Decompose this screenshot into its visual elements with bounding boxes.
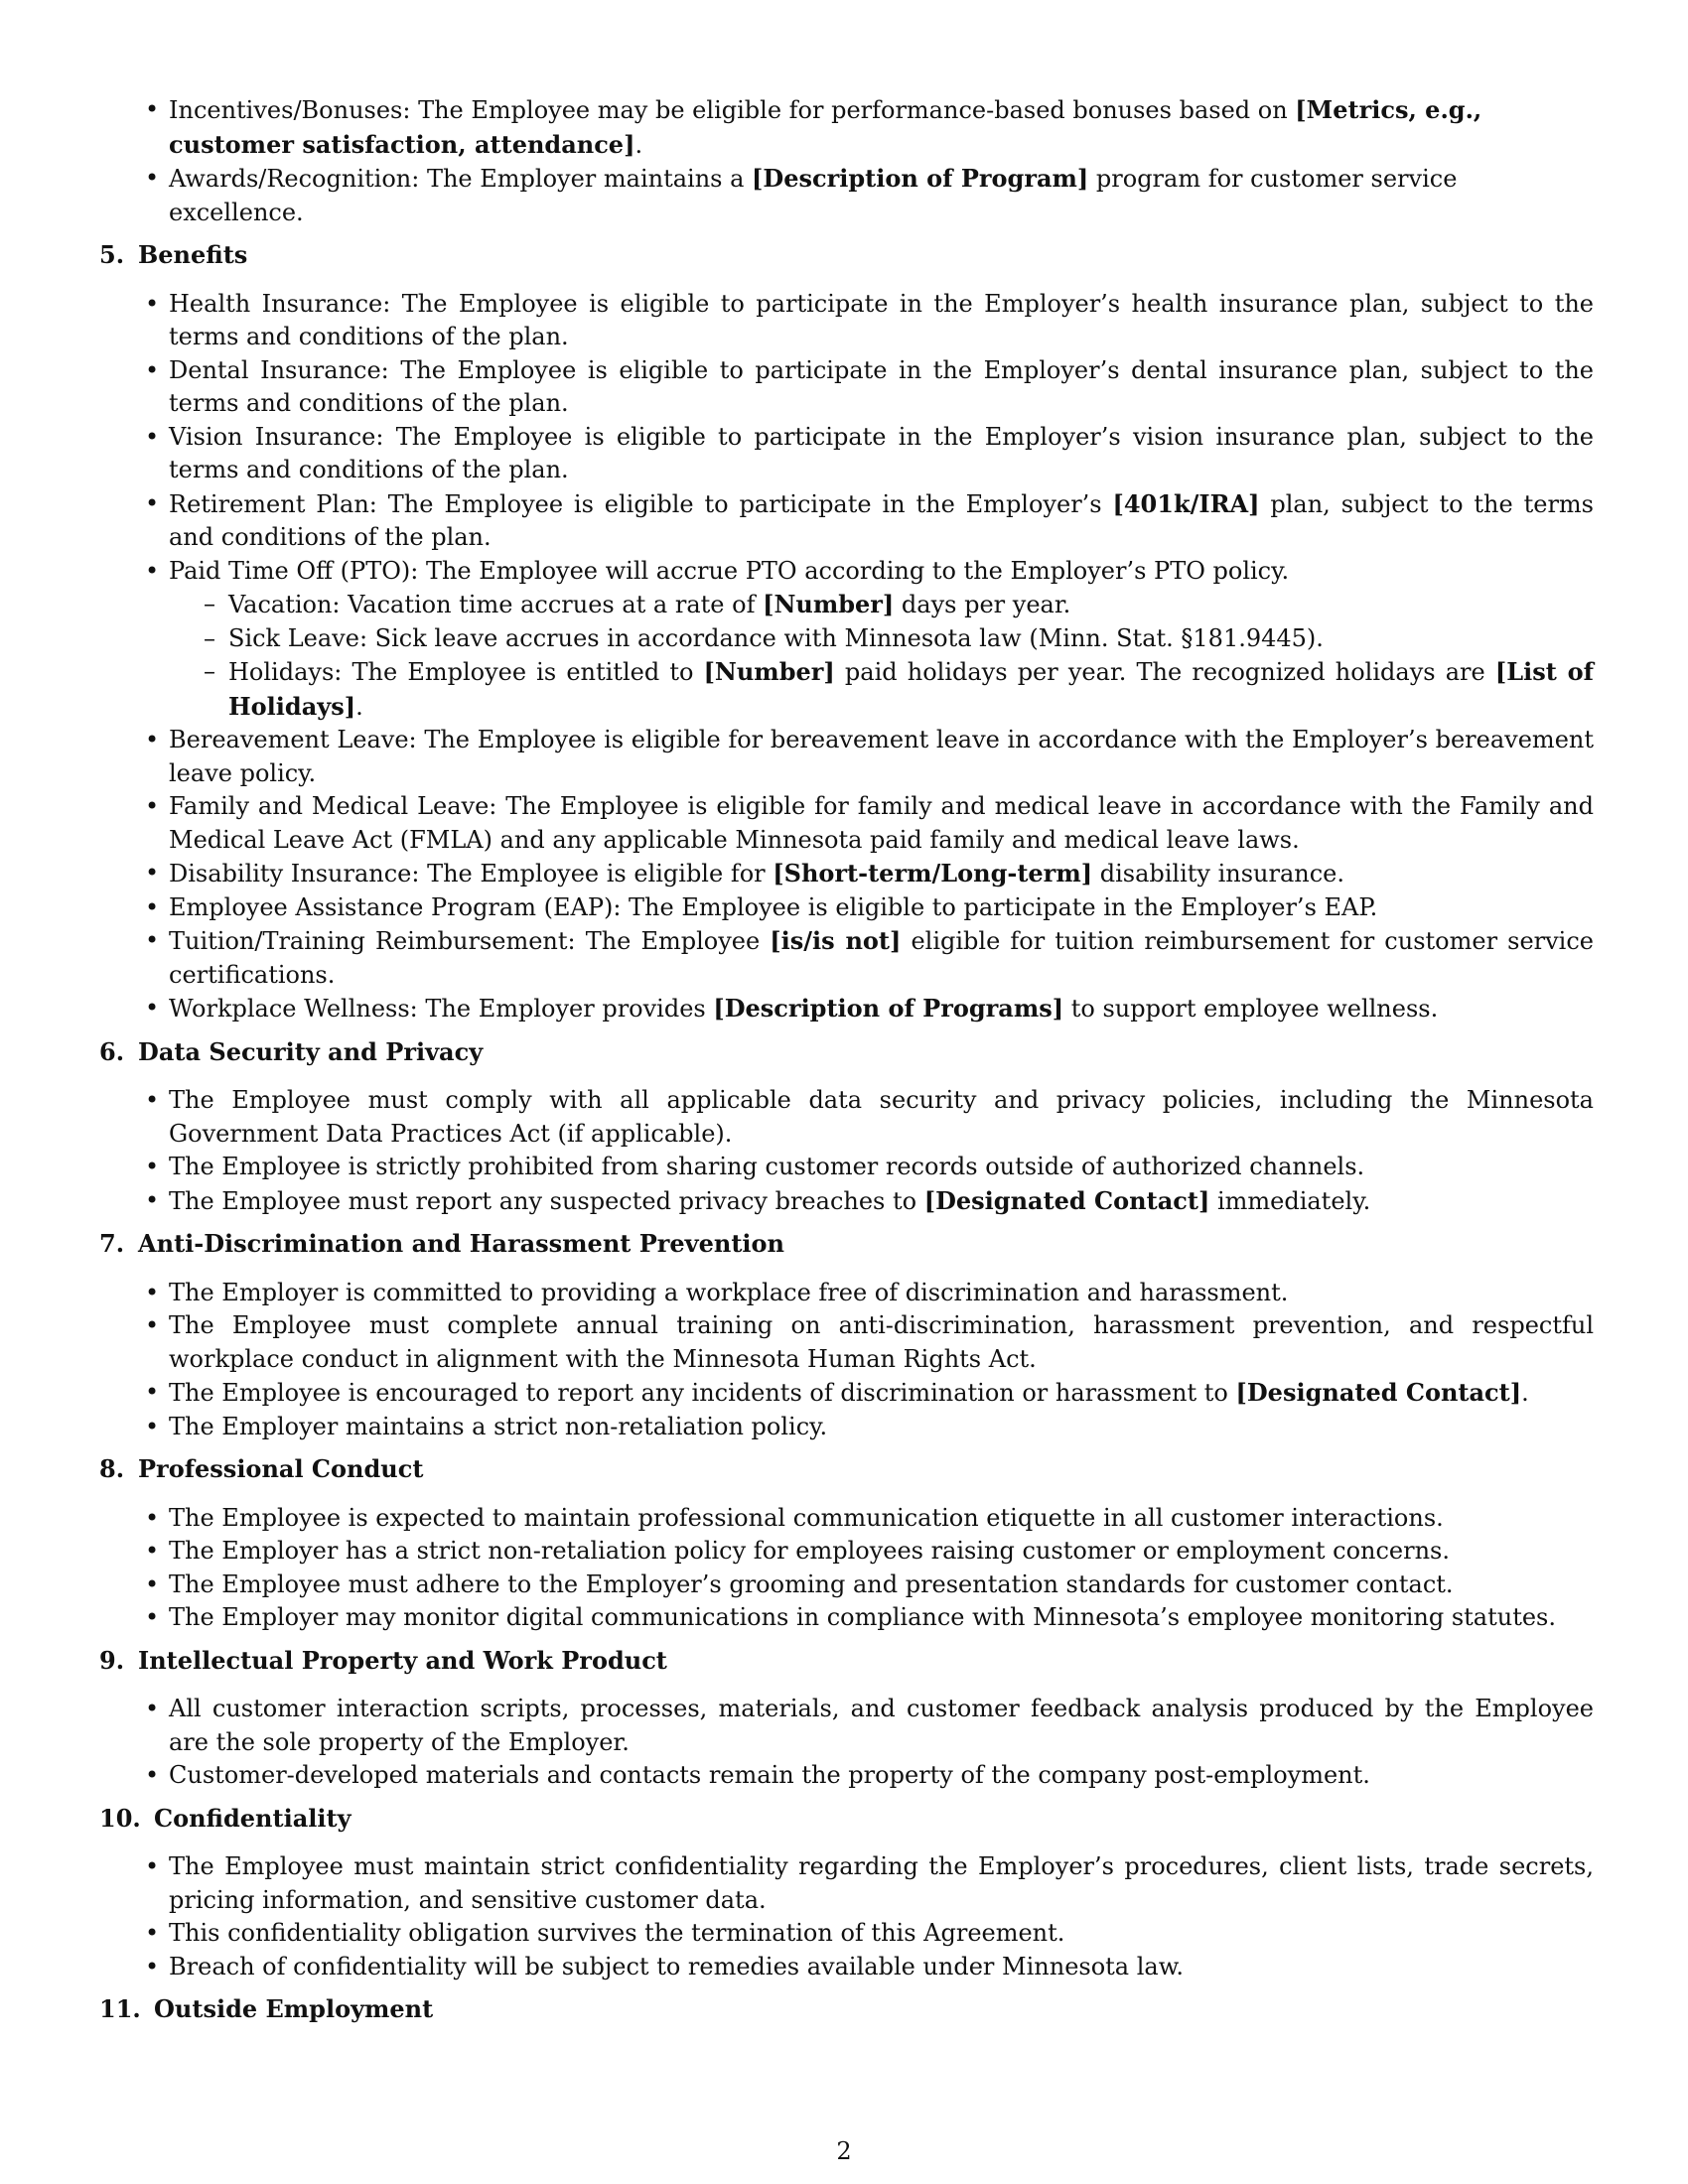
list-item: • Workplace Wellness: The Employer provides [Description of Programs] to support employee wellness. (99, 992, 1594, 1026)
list-item: • Retirement Plan: The Employee is eligible to participate in the Employer’s [401k/IRA] plan, subject to the terms and conditions of the plan. (99, 487, 1594, 555)
pto-sublist (169, 588, 1594, 724)
compensation-continued-list (99, 93, 1594, 229)
section-professional-conduct (99, 1452, 1594, 1635)
section-heading: 8. Professional Conduct (99, 1454, 424, 1483)
section-heading: 11. Outside Employment (99, 1994, 434, 2023)
sublist-item: – Sick Leave: Sick leave accrues in accordance with Minnesota law (Minn. Stat. §181.9445). (169, 622, 1594, 656)
list-item: • The Employer maintains a strict non-retaliation policy. (99, 1411, 1594, 1444)
list-item: • Paid Time Off (PTO): The Employee will accrue PTO according to the Employer’s PTO policy. – Vacation: Vacation time accrues at a rate of [Number] days per year. – Sick Leave: Sick leave accrues in accordance with Minnesota law (Minn. Stat. §181.9445). – Holidays: The Employee is entitled to [Number] paid holidays per year. The recognized holidays are [List of Holidays]. (99, 555, 1594, 725)
section-anti-discrimination (99, 1227, 1594, 1443)
list-item: • All customer interaction scripts, processes, materials, and customer feedback analysis produced by the Employee are the sole property of the Employer. (99, 1693, 1594, 1759)
list-item: • Disability Insurance: The Employee is eligible for [Short-term/Long-term] disability insurance. (99, 857, 1594, 891)
list-item: • Dental Insurance: The Employee is eligible to participate in the Employer’s dental insurance plan, subject to the terms and conditions of the plan. (99, 354, 1594, 421)
list-item: • The Employee is encouraged to report any incidents of discrimination or harassment to [Designated Contact]. (99, 1376, 1594, 1411)
list-item: • Health Insurance: The Employee is eligible to participate in the Employer’s health insurance plan, subject to the terms and conditions of the plan. (99, 288, 1594, 354)
list-item: • Vision Insurance: The Employee is eligible to participate in the Employer’s vision insurance plan, subject to the terms and conditions of the plan. (99, 421, 1594, 487)
section-heading: 7. Anti-Discrimination and Harassment Prevention (99, 1229, 784, 1258)
page-number: 2 (836, 2137, 852, 2165)
list-item: • The Employer may monitor digital communications in compliance with Minnesota’s employee monitoring statutes. (99, 1601, 1594, 1635)
list-item: • This confidentiality obligation survives the termination of this Agreement. (99, 1917, 1594, 1951)
list-item: • The Employee must maintain strict confidentiality regarding the Employer’s procedures, client lists, trade secrets, pricing information, and sensitive customer data. (99, 1850, 1594, 1917)
list-item: • Incentives/Bonuses: The Employee may be eligible for performance-based bonuses based on [Metrics, e.g., customer satisfaction, attendance]. (99, 93, 1594, 162)
list-item: • Bereavement Leave: The Employee is eligible for bereavement leave in accordance with the Employer’s bereavement leave policy. (99, 724, 1594, 790)
list-item: • The Employee is expected to maintain professional communication etiquette in all customer interactions. (99, 1502, 1594, 1536)
section-heading: 5. Benefits (99, 240, 248, 269)
section-benefits (99, 238, 1594, 1026)
section-outside-employment (99, 1992, 1594, 2026)
section-heading: 6. Data Security and Privacy (99, 1036, 484, 1066)
list-item: • The Employer is committed to providing a workplace free of discrimination and harassment. (99, 1277, 1594, 1310)
section-data-security (99, 1035, 1594, 1219)
document-page (99, 93, 1594, 2042)
sublist-item: – Holidays: The Employee is entitled to [Number] paid holidays per year. The recognized holidays are [List of Holidays]. (169, 655, 1594, 724)
section-intellectual-property (99, 1644, 1594, 1793)
list-item: • Family and Medical Leave: The Employee is eligible for family and medical leave in accordance with the Family and Medical Leave Act (FMLA) and any applicable Minnesota paid family and medical leave laws. (99, 790, 1594, 857)
list-item: • The Employee is strictly prohibited from sharing customer records outside of authorized channels. (99, 1151, 1594, 1184)
list-item: • The Employee must complete annual training on anti-discrimination, harassment prevention, and respectful workplace conduct in alignment with the Minnesota Human Rights Act. (99, 1309, 1594, 1376)
sublist-item: – Vacation: Vacation time accrues at a rate of [Number] days per year. (169, 588, 1594, 622)
list-item: • The Employee must adhere to the Employer’s grooming and presentation standards for customer contact. (99, 1569, 1594, 1602)
list-item: • The Employee must comply with all applicable data security and privacy policies, including the Minnesota Government Data Practices Act (if applicable). (99, 1084, 1594, 1151)
list-item: • The Employee must report any suspected privacy breaches to [Designated Contact] immediately. (99, 1184, 1594, 1219)
list-item: • Employee Assistance Program (EAP): The Employee is eligible to participate in the Employer’s EAP. (99, 891, 1594, 925)
list-item: • Awards/Recognition: The Employer maintains a [Description of Program] program for customer service excellence. (99, 162, 1594, 229)
list-item: • Tuition/Training Reimbursement: The Employee [is/is not] eligible for tuition reimbursement for customer service certifications. (99, 924, 1594, 992)
list-item: • The Employer has a strict non-retaliation policy for employees raising customer or employment concerns. (99, 1535, 1594, 1569)
section-heading: 10. Confidentiality (99, 1803, 352, 1833)
section-heading: 9. Intellectual Property and Work Product (99, 1645, 667, 1675)
section-confidentiality (99, 1802, 1594, 1984)
list-item: • Breach of confidentiality will be subject to remedies available under Minnesota law. (99, 1951, 1594, 1984)
list-item: • Customer-developed materials and contacts remain the property of the company post-employment. (99, 1759, 1594, 1793)
